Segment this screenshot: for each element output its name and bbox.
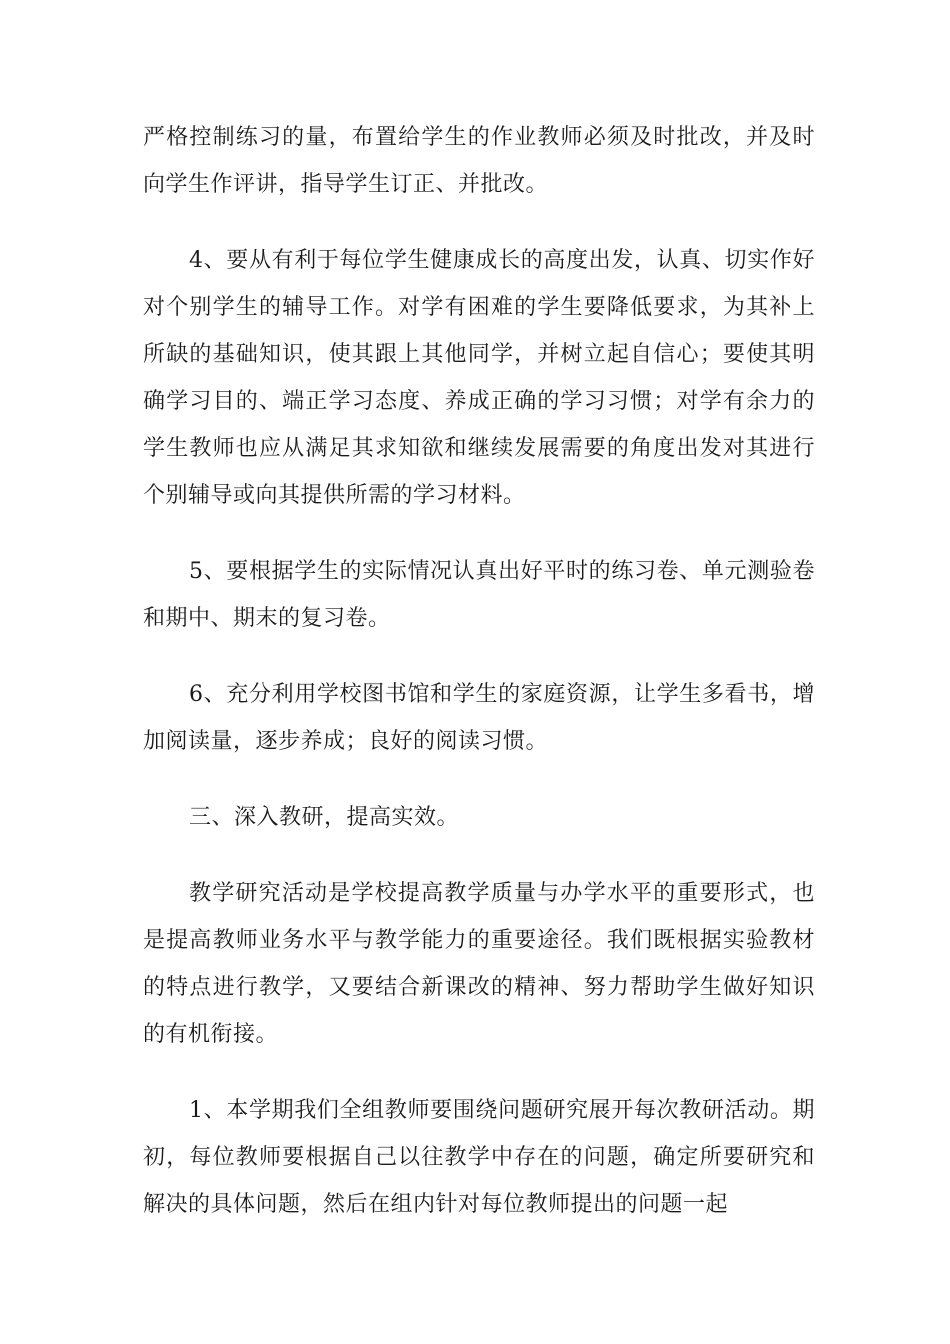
document-body [143, 114, 815, 1257]
paragraph-item-5: 5、要根据学生的实际情况认真出好平时的练习卷、单元测验卷和期中、期末的复习卷。 [143, 559, 815, 631]
paragraph-research-item-1: 1、本学期我们全组教师要围绕问题研究展开每次教研活动。期初，每位教师要根据自己以往教学中存在的问题，确定所要研究和解决的具体问题，然后在组内针对每位教师提出的问题一起 [143, 1098, 815, 1217]
paragraph-item-4: 4、要从有利于每位学生健康成长的高度出发，认真、切实作好对个别学生的辅导工作。对学有困难的学生要降低要求，为其补上所缺的基础知识，使其跟上其他同学，并树立起自信心；要使其明确学习目的、端正学习态度、养成正确的学习习惯；对学有余力的学生教师也应从满足其求知欲和继续发展需要的角度出发对其进行个别辅导或向其提供所需的学习材料。 [143, 248, 815, 508]
section-heading-3: 三、深入教研，提高实效。 [189, 805, 460, 830]
paragraph-item-6: 6、充分利用学校图书馆和学生的家庭资源，让学生多看书，增加阅读量，逐步养成；良好的阅读习惯。 [143, 682, 815, 754]
paragraph-continued: 严格控制练习的量，布置给学生的作业教师必须及时批改，并及时向学生作评讲，指导学生订正、并批改。 [143, 125, 815, 197]
paragraph-research-intro: 教学研究活动是学校提高教学质量与办学水平的重要形式，也是提高教师业务水平与教学能力的重要途径。我们既根据实验教材的特点进行教学，又要结合新课改的精神、努力帮助学生做好知识的有机衔接。 [143, 881, 815, 1047]
